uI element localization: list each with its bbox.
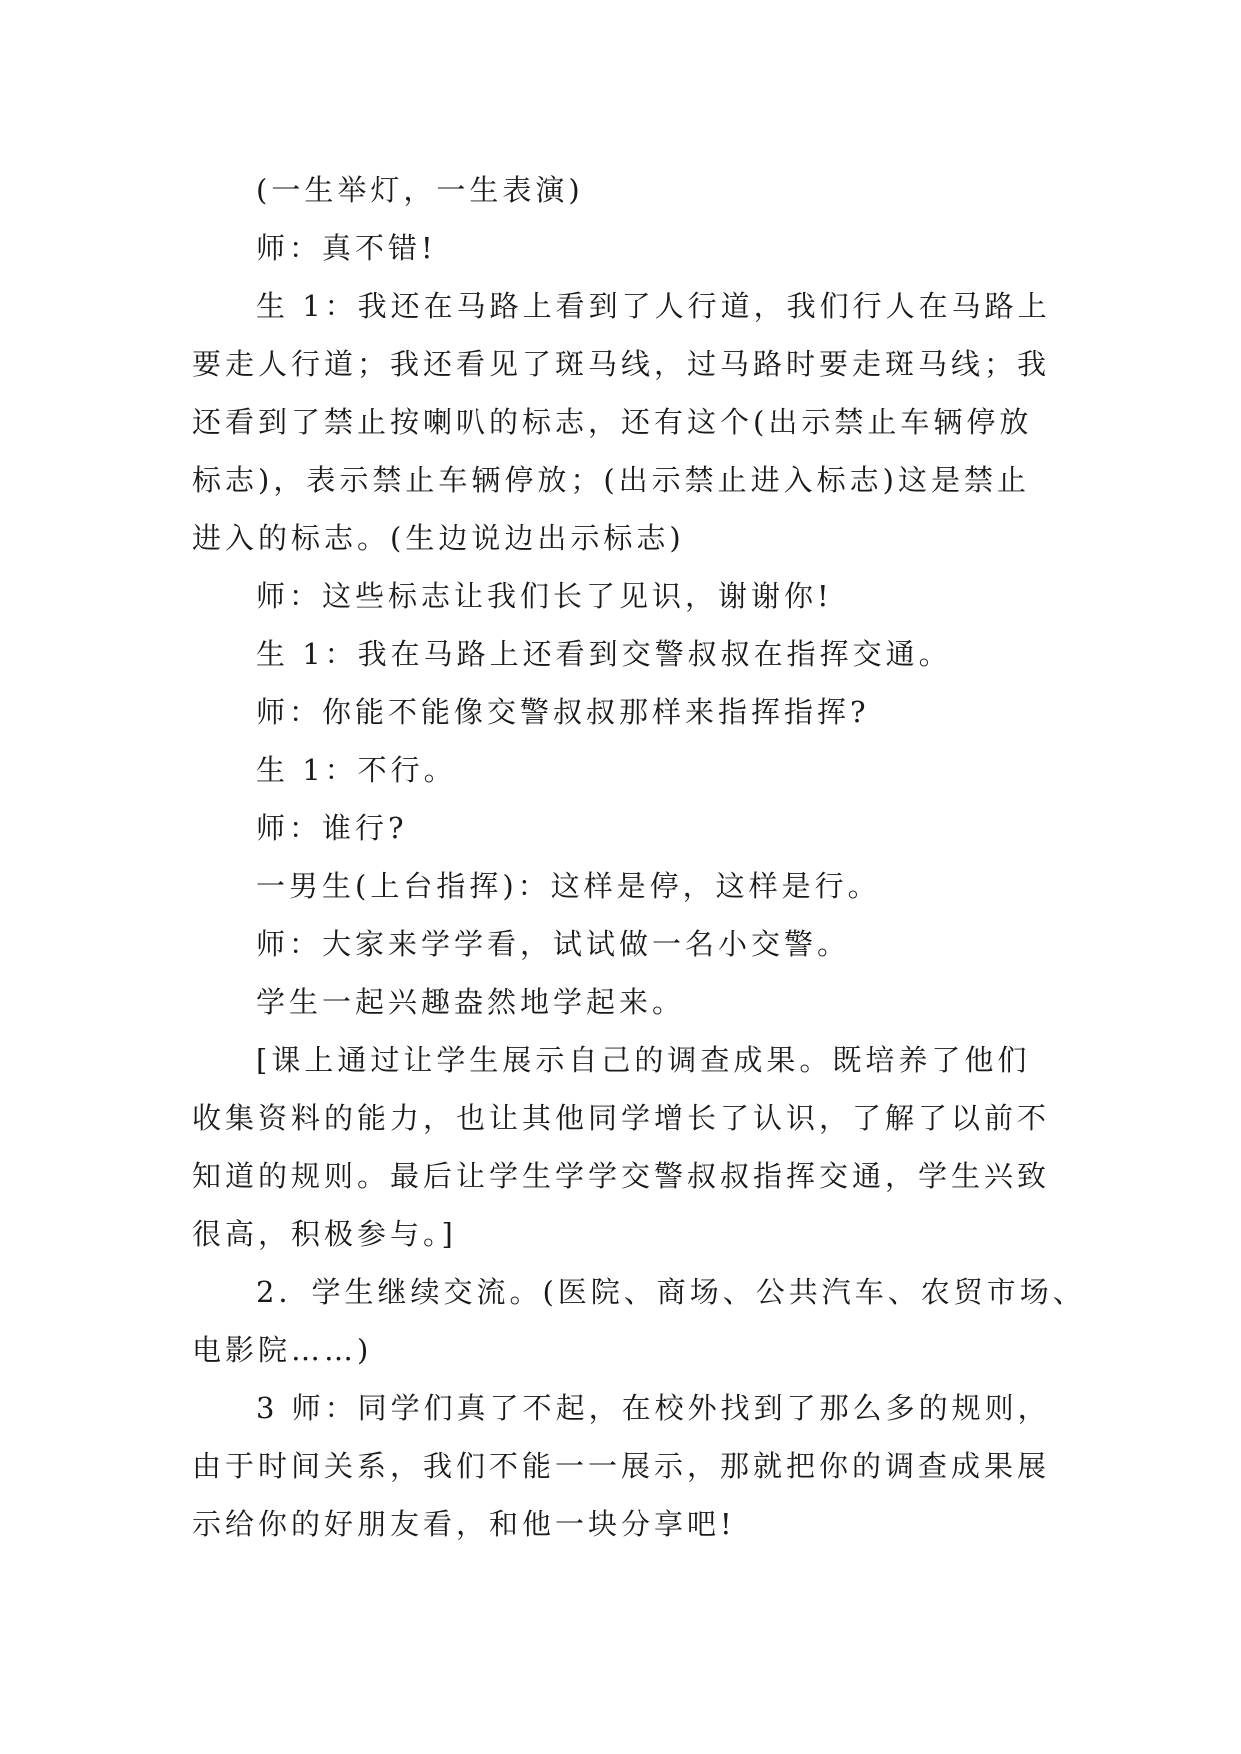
- text-line: 电影院……): [192, 1333, 373, 1367]
- text-line: 很高，积极参与。]: [192, 1217, 457, 1251]
- paragraph: [192, 219, 1062, 277]
- paragraph: [192, 277, 1062, 567]
- text-line: 标志)，表示禁止车辆停放；(出示禁止进入标志)这是禁止: [192, 463, 1030, 497]
- paragraph: [192, 857, 1062, 915]
- text-line: 师：谁行?: [256, 811, 408, 845]
- paragraph: [192, 799, 1062, 857]
- text-line: 师：真不错!: [256, 231, 437, 265]
- text-line: 师：大家来学学看，试试做一名小交警。: [256, 927, 851, 961]
- text-line: 生 1：我在马路上还看到交警叔叔在指挥交通。: [256, 637, 952, 671]
- text-line: 一男生(上台指挥)：这样是停，这样是行。: [256, 869, 881, 903]
- text-line: 收集资料的能力，也让其他同学增长了认识，了解了以前不: [192, 1101, 1051, 1135]
- paragraph: [192, 1263, 1086, 1379]
- text-line: 生 1：不行。: [256, 753, 457, 787]
- text-line: 进入的标志。(生边说边出示标志): [192, 521, 685, 555]
- paragraph: [192, 741, 1062, 799]
- paragraph: [192, 973, 1062, 1031]
- paragraph: [192, 625, 1062, 683]
- text-line: 师：你能不能像交警叔叔那样来指挥指挥?: [256, 695, 870, 729]
- paragraph: [192, 161, 1062, 219]
- paragraph: [192, 915, 1062, 973]
- paragraph: [192, 1031, 1062, 1263]
- paragraph: [192, 683, 1062, 741]
- text-line: 示给你的好朋友看，和他一块分享吧!: [192, 1507, 736, 1541]
- document-body: [192, 161, 1086, 1553]
- text-line: 生 1：我还在马路上看到了人行道，我们行人在马路上: [256, 289, 1051, 323]
- text-line: 学生一起兴趣盎然地学起来。: [256, 985, 686, 1019]
- text-line: 由于时间关系，我们不能一一展示，那就把你的调查成果展: [192, 1449, 1051, 1483]
- text-line: 还看到了禁止按喇叭的标志，还有这个(出示禁止车辆停放: [192, 405, 1033, 439]
- paragraph: [192, 567, 1062, 625]
- text-line: (一生举灯，一生表演): [256, 173, 584, 207]
- paragraph: [192, 1379, 1062, 1553]
- text-line: 师：这些标志让我们长了见识，谢谢你!: [256, 579, 833, 613]
- text-line: 要走人行道；我还看见了斑马线，过马路时要走斑马线；我: [192, 347, 1051, 381]
- text-line: 3 师：同学们真了不起，在校外找到了那么多的规则，: [256, 1391, 1051, 1425]
- text-line: [课上通过让学生展示自己的调查成果。既培养了他们: [256, 1043, 1031, 1077]
- text-line: 知道的规则。最后让学生学学交警叔叔指挥交通，学生兴致: [192, 1159, 1051, 1193]
- text-line: 2．学生继续交流。(医院、商场、公共汽车、农贸市场、: [256, 1275, 1086, 1309]
